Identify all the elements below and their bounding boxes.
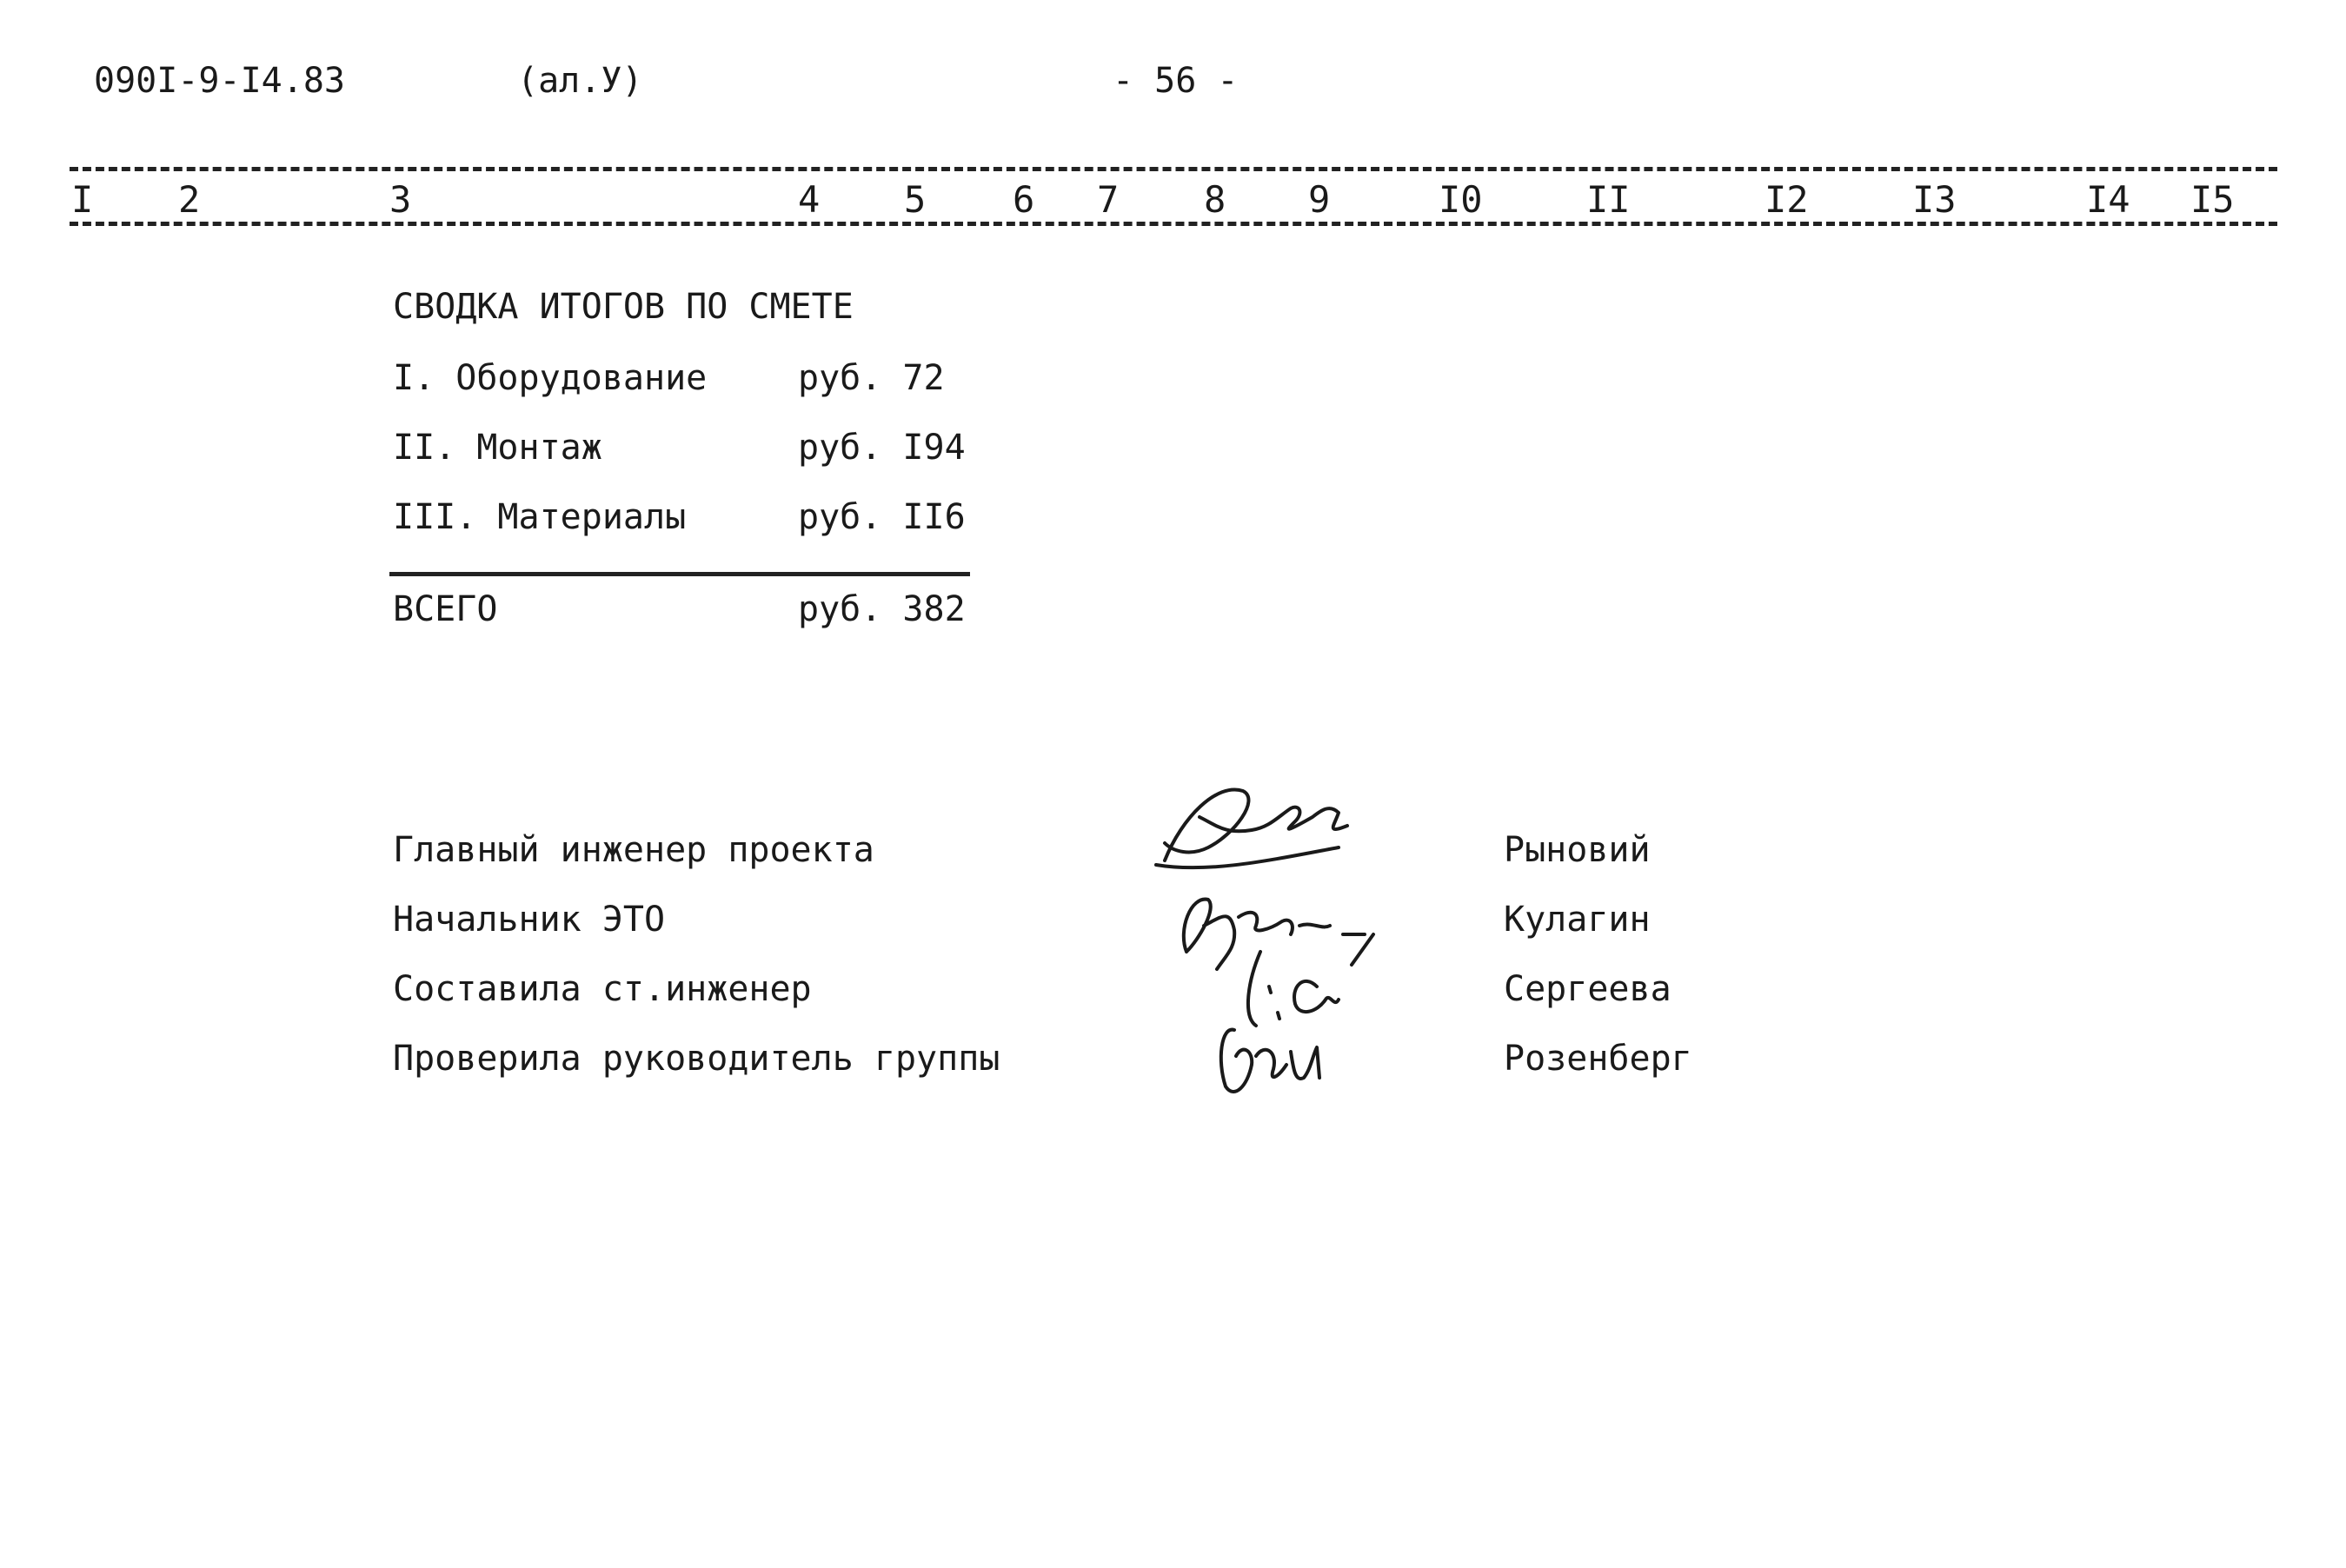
signature-role: Начальник ЭТО [393, 900, 666, 940]
column-number: 5 [904, 178, 927, 221]
signature-name: Сергеева [1504, 969, 1671, 1009]
signature-name: Розенберг [1504, 1039, 1692, 1079]
summary-total-label: ВСЕГО [393, 589, 498, 629]
summary-row-value: руб. 72 [798, 358, 945, 398]
column-number: 4 [798, 178, 821, 221]
document-code: 090I-9-I4.83 [94, 61, 345, 101]
signature-name: Рыновий [1504, 830, 1651, 870]
signature-role: Составила ст.инженер [393, 969, 812, 1009]
album-number: (ал.У) [517, 61, 643, 101]
column-number: 2 [178, 178, 201, 221]
total-separator-line [389, 572, 970, 576]
column-number: 9 [1308, 178, 1331, 221]
signature-role: Проверила руководитель группы [393, 1039, 1000, 1079]
summary-row-value: руб. II6 [798, 497, 966, 537]
signature-role: Главный инженер проекта [393, 830, 874, 870]
handwritten-signatures [1139, 765, 1417, 1113]
column-number: II [1586, 178, 1631, 221]
column-number: I [71, 178, 94, 221]
column-number: 3 [389, 178, 412, 221]
column-number: I3 [1912, 178, 1957, 221]
column-number: 8 [1204, 178, 1226, 221]
column-header-bottom-line [70, 222, 2277, 226]
summary-row-label: III. Материалы [393, 497, 687, 537]
column-number: I4 [2086, 178, 2130, 221]
summary-row-label: I. Оборудование [393, 358, 708, 398]
summary-row-label: II. Монтаж [393, 428, 602, 468]
column-number: I2 [1764, 178, 1809, 221]
column-header-top-line [70, 167, 2277, 171]
column-number: 7 [1097, 178, 1120, 221]
column-number: I0 [1439, 178, 1483, 221]
page-number: - 56 - [1113, 61, 1239, 101]
column-number: I5 [2190, 178, 2235, 221]
summary-title: СВОДКА ИТОГОВ ПО СМЕТЕ [393, 287, 854, 327]
summary-row-value: руб. I94 [798, 428, 966, 468]
summary-total-value: руб. 382 [798, 589, 966, 629]
signature-name: Кулагин [1504, 900, 1651, 940]
column-number: 6 [1013, 178, 1035, 221]
